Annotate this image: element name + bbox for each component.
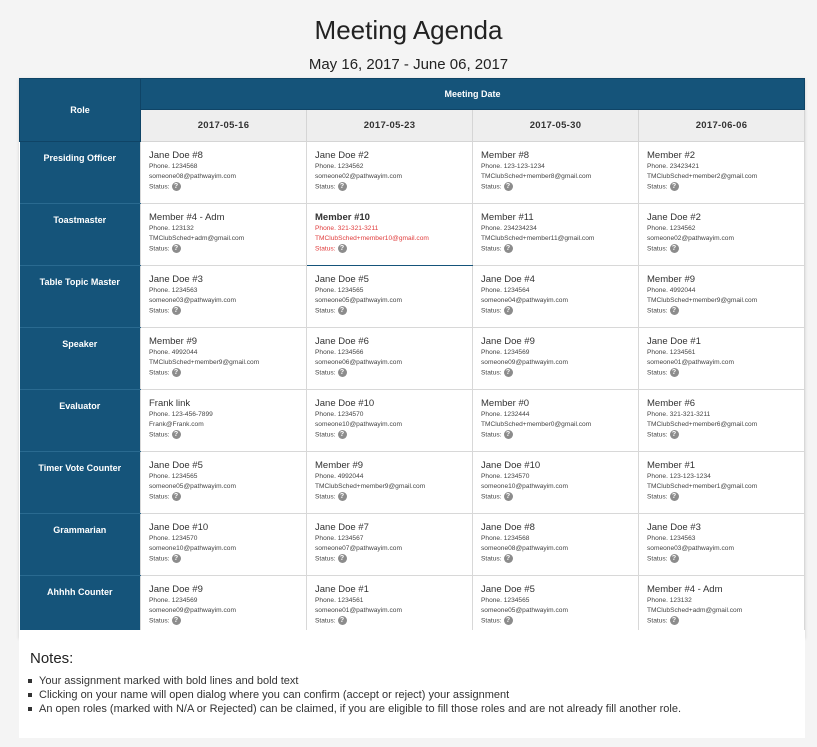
status-line xyxy=(481,554,630,564)
assignment-cell xyxy=(307,576,473,638)
status-help-icon[interactable]: ? xyxy=(670,554,679,563)
status-label: Status: xyxy=(481,493,502,501)
date-column-header: 2017-05-30 xyxy=(473,110,639,142)
status-help-icon[interactable]: ? xyxy=(504,244,513,253)
note-text: Your assignment marked with bold lines and bold text xyxy=(39,675,299,687)
status-label: Status: xyxy=(481,307,502,315)
status-line xyxy=(647,244,796,254)
member-name-link[interactable]: Jane Doe #1 xyxy=(647,336,701,347)
member-email: TMClubSched+member2@gmail.com xyxy=(647,173,758,180)
member-email: someone05@pathwayim.com xyxy=(315,297,402,304)
status-line xyxy=(481,368,630,378)
status-line xyxy=(647,430,796,440)
member-phone: Phone. 4992044 xyxy=(149,349,198,356)
status-label: Status: xyxy=(647,493,668,501)
status-line xyxy=(647,616,796,626)
member-phone: Phone. 1234568 xyxy=(481,535,530,542)
note-text: An open roles (marked with N/A or Rejected) can be claimed, if you are eligible to fill those roles and are not already fill another role. xyxy=(39,703,682,715)
status-help-icon[interactable]: ? xyxy=(670,368,679,377)
assignment-cell xyxy=(473,576,639,638)
status-label: Status: xyxy=(481,183,502,191)
status-line xyxy=(149,430,298,440)
member-name-link[interactable]: Jane Doe #6 xyxy=(315,336,369,347)
status-label: Status: xyxy=(149,183,170,191)
status-label: Status: xyxy=(481,369,502,377)
member-name-link[interactable]: Member #9 xyxy=(149,336,198,347)
member-phone: Phone. 1234569 xyxy=(149,597,198,604)
page-header xyxy=(0,0,817,75)
status-label: Status: xyxy=(315,307,336,315)
status-label: Status: xyxy=(315,431,336,439)
member-name-link[interactable]: Jane Doe #5 xyxy=(481,584,535,595)
status-line xyxy=(481,244,630,254)
member-email: TMClubSched+member11@gmail.com xyxy=(481,235,595,242)
status-help-icon[interactable]: ? xyxy=(172,492,181,501)
date-column-header: 2017-06-06 xyxy=(639,110,805,142)
member-phone: Phone. 1234565 xyxy=(315,287,364,294)
table-row xyxy=(20,142,805,204)
assignment-cell xyxy=(141,390,307,452)
assignment-cell xyxy=(141,142,307,204)
bullet-icon xyxy=(28,679,32,683)
status-line xyxy=(481,492,630,502)
status-help-icon[interactable]: ? xyxy=(338,554,347,563)
my-assignment-cell xyxy=(307,204,473,266)
member-email: TMClubSched+member9@gmail.com xyxy=(647,297,758,304)
member-phone: Phone. 123-456-7899 xyxy=(149,411,213,418)
status-help-icon[interactable]: ? xyxy=(504,430,513,439)
status-help-icon[interactable]: ? xyxy=(504,554,513,563)
member-email: TMClubSched+member0@gmail.com xyxy=(481,421,592,428)
notes-panel xyxy=(19,630,805,738)
notes-title: Notes: xyxy=(30,650,74,667)
status-label: Status: xyxy=(315,555,336,563)
member-phone: Phone. 1234565 xyxy=(149,473,198,480)
status-help-icon[interactable]: ? xyxy=(172,430,181,439)
status-help-icon[interactable]: ? xyxy=(172,306,181,315)
status-label: Status: xyxy=(647,183,668,191)
status-help-icon[interactable]: ? xyxy=(172,182,181,191)
member-phone: Phone. 23423421 xyxy=(647,163,700,170)
member-name-link[interactable]: Member #9 xyxy=(315,460,364,471)
role-label: Toastmaster xyxy=(20,204,141,266)
member-name-link[interactable]: Member #4 - Adm xyxy=(149,212,225,223)
member-email: someone02@pathwayim.com xyxy=(647,235,734,242)
member-name-link[interactable]: Member #9 xyxy=(647,274,696,285)
status-label: Status: xyxy=(647,245,668,253)
status-help-icon[interactable]: ? xyxy=(338,368,347,377)
status-line xyxy=(315,368,464,378)
member-phone: Phone. 1234562 xyxy=(647,225,696,232)
status-line xyxy=(315,492,464,502)
assignment-cell xyxy=(141,514,307,576)
member-name-link[interactable]: Frank link xyxy=(149,398,191,409)
status-line xyxy=(315,616,464,626)
assignment-cell xyxy=(141,266,307,328)
assignment-cell xyxy=(639,266,805,328)
status-label: Status: xyxy=(315,369,336,377)
status-help-icon[interactable]: ? xyxy=(172,554,181,563)
role-label: Table Topic Master xyxy=(20,266,141,328)
table-row xyxy=(20,514,805,576)
table-row xyxy=(20,204,805,266)
member-email: someone10@pathwayim.com xyxy=(481,483,568,490)
member-phone: Phone. 1234570 xyxy=(481,473,530,480)
member-name-link[interactable]: Member #1 xyxy=(647,460,696,471)
status-line xyxy=(315,306,464,316)
member-name-link[interactable]: Member #0 xyxy=(481,398,530,409)
status-line xyxy=(149,492,298,502)
member-name-link[interactable]: Jane Doe #10 xyxy=(481,460,541,471)
status-label: Status: xyxy=(647,307,668,315)
role-label: Ahhhh Counter xyxy=(20,576,141,638)
assignment-cell xyxy=(639,142,805,204)
date-column-header: 2017-05-23 xyxy=(307,110,473,142)
note-item xyxy=(39,702,805,716)
status-label: Status: xyxy=(481,245,502,253)
assignment-cell xyxy=(307,452,473,514)
assignment-cell xyxy=(307,328,473,390)
member-name-link[interactable]: Member #11 xyxy=(481,212,534,223)
status-help-icon[interactable]: ? xyxy=(172,616,181,625)
member-email: someone10@pathwayim.com xyxy=(149,545,236,552)
status-label: Status: xyxy=(481,617,502,625)
status-line xyxy=(647,368,796,378)
member-phone: Phone. 1234568 xyxy=(149,163,198,170)
assignment-cell xyxy=(639,452,805,514)
member-email: TMClubSched+member9@gmail.com xyxy=(149,359,260,366)
assignment-cell xyxy=(141,328,307,390)
assignment-cell xyxy=(141,576,307,638)
member-email: someone09@pathwayim.com xyxy=(481,359,568,366)
status-help-icon[interactable]: ? xyxy=(338,306,347,315)
note-text: Clicking on your name will open dialog where you can confirm (accept or reject) your assignment xyxy=(39,689,510,701)
member-email: someone07@pathwayim.com xyxy=(315,545,402,552)
member-phone: Phone. 1234561 xyxy=(315,597,364,604)
status-label: Status: xyxy=(149,369,170,377)
member-phone: Phone. 1234569 xyxy=(481,349,530,356)
role-label: Timer Vote Counter xyxy=(20,452,141,514)
note-item xyxy=(39,688,805,702)
table-row xyxy=(20,576,805,638)
table-row xyxy=(20,266,805,328)
member-email: someone02@pathwayim.com xyxy=(315,173,402,180)
member-phone: Phone. 1234566 xyxy=(315,349,364,356)
status-line xyxy=(315,244,464,254)
status-label: Status: xyxy=(149,431,170,439)
status-help-icon[interactable]: ? xyxy=(670,306,679,315)
member-name-link[interactable]: Jane Doe #4 xyxy=(481,274,535,285)
assignment-cell xyxy=(473,452,639,514)
status-line xyxy=(647,554,796,564)
agenda-body xyxy=(20,142,805,638)
status-line xyxy=(149,244,298,254)
status-line xyxy=(481,306,630,316)
member-email: someone05@pathwayim.com xyxy=(149,483,236,490)
assignment-cell xyxy=(639,204,805,266)
member-phone: Phone. 321-321-3211 xyxy=(315,225,379,232)
member-email: someone03@pathwayim.com xyxy=(647,545,734,552)
status-help-icon[interactable]: ? xyxy=(670,182,679,191)
status-line xyxy=(149,182,298,192)
status-label: Status: xyxy=(481,431,502,439)
status-help-icon[interactable]: ? xyxy=(504,616,513,625)
member-email: someone10@pathwayim.com xyxy=(315,421,402,428)
assignment-cell xyxy=(307,514,473,576)
role-label: Presiding Officer xyxy=(20,142,141,204)
status-help-icon[interactable]: ? xyxy=(338,616,347,625)
note-item xyxy=(39,674,805,688)
status-label: Status: xyxy=(647,617,668,625)
member-phone: Phone. 4992044 xyxy=(647,287,696,294)
member-phone: Phone. 1232444 xyxy=(481,411,530,418)
member-email: TMClubSched+member1@gmail.com xyxy=(647,483,758,490)
notes-list xyxy=(19,674,805,716)
member-name-link[interactable]: Jane Doe #1 xyxy=(315,584,369,595)
status-label: Status: xyxy=(481,555,502,563)
member-email: someone08@pathwayim.com xyxy=(149,173,236,180)
status-line xyxy=(315,430,464,440)
status-label: Status: xyxy=(647,555,668,563)
role-label: Grammarian xyxy=(20,514,141,576)
table-row xyxy=(20,390,805,452)
bullet-icon xyxy=(28,707,32,711)
role-label: Evaluator xyxy=(20,390,141,452)
status-line xyxy=(315,554,464,564)
assignment-cell xyxy=(639,390,805,452)
status-label: Status: xyxy=(149,493,170,501)
status-label: Status: xyxy=(315,245,336,253)
member-phone: Phone. 1234563 xyxy=(149,287,198,294)
assignment-cell xyxy=(473,390,639,452)
status-help-icon[interactable]: ? xyxy=(670,492,679,501)
member-phone: Phone. 123132 xyxy=(149,225,194,232)
member-name-link[interactable]: Jane Doe #7 xyxy=(315,522,369,533)
status-label: Status: xyxy=(315,617,336,625)
status-help-icon[interactable]: ? xyxy=(338,182,347,191)
status-label: Status: xyxy=(315,493,336,501)
status-label: Status: xyxy=(647,431,668,439)
member-name-link[interactable]: Member #2 xyxy=(647,150,696,161)
member-phone: Phone. 123-123-1234 xyxy=(647,473,711,480)
member-email: TMClubSched+member9@gmail.com xyxy=(315,483,426,490)
status-line xyxy=(481,182,630,192)
member-phone: Phone. 1234567 xyxy=(315,535,364,542)
member-name-link[interactable]: Jane Doe #2 xyxy=(315,150,369,161)
status-line xyxy=(481,616,630,626)
role-label: Speaker xyxy=(20,328,141,390)
table-row xyxy=(20,452,805,514)
status-line xyxy=(647,182,796,192)
member-name-link[interactable]: Jane Doe #8 xyxy=(149,150,203,161)
page-title: Meeting Agenda xyxy=(314,15,503,45)
role-column-header: Role xyxy=(20,79,141,142)
status-line xyxy=(647,492,796,502)
member-name-link[interactable]: Jane Doe #3 xyxy=(149,274,203,285)
member-email: Frank@Frank.com xyxy=(149,421,204,428)
member-name-link[interactable]: Jane Doe #8 xyxy=(481,522,535,533)
assignment-cell xyxy=(473,266,639,328)
date-column-header: 2017-05-16 xyxy=(141,110,307,142)
member-email: TMClubSched+adm@gmail.com xyxy=(647,607,743,614)
status-label: Status: xyxy=(149,245,170,253)
status-help-icon[interactable]: ? xyxy=(338,492,347,501)
member-name-link[interactable]: Member #4 - Adm xyxy=(647,584,723,595)
member-email: TMClubSched+member10@gmail.com xyxy=(315,235,429,242)
status-label: Status: xyxy=(149,555,170,563)
member-phone: Phone. 1234565 xyxy=(481,597,530,604)
member-phone: Phone. 123-123-1234 xyxy=(481,163,545,170)
status-label: Status: xyxy=(647,369,668,377)
status-help-icon[interactable]: ? xyxy=(504,368,513,377)
status-line xyxy=(149,554,298,564)
member-phone: Phone. 1234561 xyxy=(647,349,696,356)
assignment-cell xyxy=(307,142,473,204)
member-email: someone06@pathwayim.com xyxy=(315,359,402,366)
member-phone: Phone. 1234570 xyxy=(149,535,198,542)
member-name-link[interactable]: Jane Doe #3 xyxy=(647,522,701,533)
member-name-link[interactable]: Member #8 xyxy=(481,150,530,161)
member-name-link[interactable]: Jane Doe #5 xyxy=(315,274,369,285)
member-phone: Phone. 1234564 xyxy=(481,287,530,294)
member-name-link[interactable]: Jane Doe #9 xyxy=(481,336,535,347)
status-help-icon[interactable]: ? xyxy=(504,182,513,191)
member-email: someone01@pathwayim.com xyxy=(315,607,402,614)
member-email: someone01@pathwayim.com xyxy=(647,359,734,366)
member-phone: Phone. 1234570 xyxy=(315,411,364,418)
assignment-cell xyxy=(141,204,307,266)
member-phone: Phone. 321-321-3211 xyxy=(647,411,711,418)
member-email: someone08@pathwayim.com xyxy=(481,545,568,552)
member-email: someone03@pathwayim.com xyxy=(149,297,236,304)
member-name-link[interactable]: Jane Doe #9 xyxy=(149,584,203,595)
member-name-link[interactable]: Jane Doe #2 xyxy=(647,212,701,223)
member-phone: Phone. 4992044 xyxy=(315,473,364,480)
status-line xyxy=(647,306,796,316)
assignment-cell xyxy=(307,390,473,452)
member-email: someone09@pathwayim.com xyxy=(149,607,236,614)
assignment-cell xyxy=(473,204,639,266)
status-line xyxy=(149,368,298,378)
assignment-cell xyxy=(473,514,639,576)
bullet-icon xyxy=(28,693,32,697)
member-phone: Phone. 234234234 xyxy=(481,225,537,232)
member-name-link[interactable]: Jane Doe #10 xyxy=(149,522,209,533)
status-help-icon[interactable]: ? xyxy=(172,244,181,253)
status-help-icon[interactable]: ? xyxy=(504,492,513,501)
assignment-cell xyxy=(639,328,805,390)
status-line xyxy=(481,430,630,440)
status-help-icon[interactable]: ? xyxy=(670,244,679,253)
status-help-icon[interactable]: ? xyxy=(172,368,181,377)
agenda-table xyxy=(19,78,805,638)
member-phone: Phone. 1234563 xyxy=(647,535,696,542)
member-name-link[interactable]: Member #10 xyxy=(315,212,370,223)
status-line xyxy=(315,182,464,192)
assignment-cell xyxy=(473,142,639,204)
member-email: TMClubSched+member8@gmail.com xyxy=(481,173,592,180)
assignment-cell xyxy=(473,328,639,390)
status-line xyxy=(149,306,298,316)
status-label: Status: xyxy=(149,307,170,315)
member-email: someone04@pathwayim.com xyxy=(481,297,568,304)
member-name-link[interactable]: Member #6 xyxy=(647,398,696,409)
status-label: Status: xyxy=(149,617,170,625)
date-range: May 16, 2017 - June 06, 2017 xyxy=(308,56,509,73)
assignment-cell xyxy=(639,514,805,576)
table-row xyxy=(20,328,805,390)
status-help-icon[interactable]: ? xyxy=(338,430,347,439)
assignment-cell xyxy=(307,266,473,328)
status-line xyxy=(149,616,298,626)
member-phone: Phone. 123132 xyxy=(647,597,692,604)
assignment-cell xyxy=(141,452,307,514)
assignment-cell xyxy=(639,576,805,638)
member-email: TMClubSched+member6@gmail.com xyxy=(647,421,758,428)
member-email: someone05@pathwayim.com xyxy=(481,607,568,614)
status-help-icon[interactable]: ? xyxy=(338,244,347,253)
status-help-icon[interactable]: ? xyxy=(670,616,679,625)
member-email: TMClubSched+adm@gmail.com xyxy=(149,235,245,242)
status-help-icon[interactable]: ? xyxy=(504,306,513,315)
member-name-link[interactable]: Jane Doe #10 xyxy=(315,398,375,409)
status-label: Status: xyxy=(315,183,336,191)
meeting-date-header: Meeting Date xyxy=(141,79,805,110)
member-phone: Phone. 1234562 xyxy=(315,163,364,170)
member-name-link[interactable]: Jane Doe #5 xyxy=(149,460,203,471)
status-help-icon[interactable]: ? xyxy=(670,430,679,439)
